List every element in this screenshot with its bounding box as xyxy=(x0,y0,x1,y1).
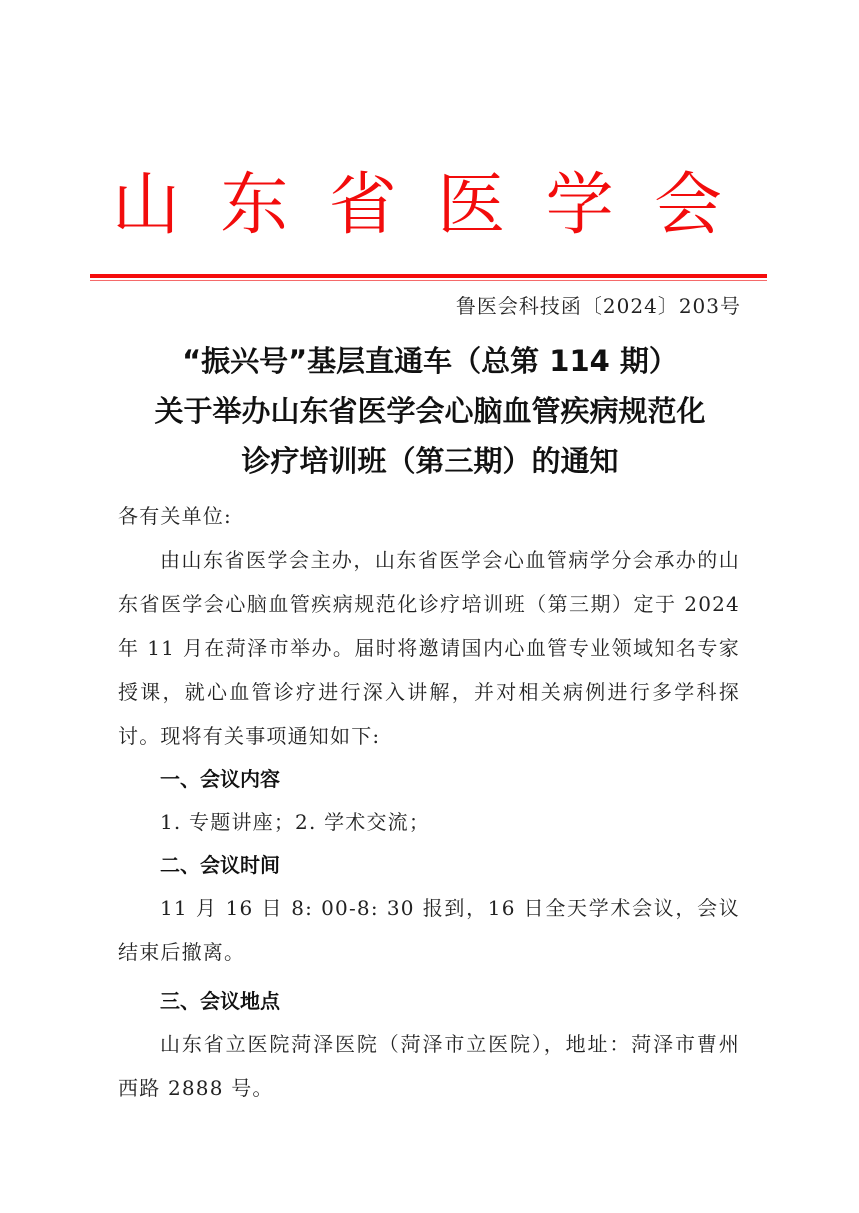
masthead-char: 会 xyxy=(653,166,722,245)
document-body xyxy=(118,494,740,1110)
section-text-location: 山东省立医院菏泽医院（菏泽市立医院），地址：菏泽市曹州西路 2888 号。 xyxy=(118,1032,740,1100)
intro-paragraph: 由山东省医学会主办，山东省医学会心血管病学分会承办的山东省医学会心脑血管疾病规范化诊疗培训班（第三期）定于 2024 年 11 月在菏泽市举办。届时将邀请国内心血管专业领域知名专家授课，就心血管诊疗进行深入讲解，并对相关病例进行多学科探讨。现将有关事项通知如下: xyxy=(118,548,740,748)
masthead-char: 医 xyxy=(437,166,506,245)
red-divider-thick xyxy=(90,274,767,278)
document-number: 鲁医会科技函〔2024〕203号 xyxy=(455,294,741,318)
red-divider-thin xyxy=(90,280,767,281)
section-heading-time: 二、会议时间 xyxy=(160,853,280,877)
document-title xyxy=(90,336,770,486)
salutation: 各有关单位: xyxy=(118,504,232,528)
section-text-time: 11 月 16 日 8: 00-8: 30 报到，16 日全天学术会议，会议结束后撤离。 xyxy=(118,896,740,964)
title-line: 关于举办山东省医学会心脑血管疾病规范化 xyxy=(154,394,706,428)
section-heading-location: 三、会议地点 xyxy=(160,989,280,1013)
title-line: “振兴号”基层直通车（总第 114 期） xyxy=(182,344,678,378)
masthead-char: 山 xyxy=(112,166,181,245)
masthead-org-name xyxy=(112,166,722,246)
section-heading-content: 一、会议内容 xyxy=(160,767,280,791)
title-line: 诊疗培训班（第三期）的通知 xyxy=(241,444,619,478)
section-text-content: 1. 专题讲座；2. 学术交流； xyxy=(160,810,431,834)
masthead-char: 省 xyxy=(328,166,397,245)
masthead-char: 学 xyxy=(545,166,614,245)
masthead-char: 东 xyxy=(220,166,289,245)
